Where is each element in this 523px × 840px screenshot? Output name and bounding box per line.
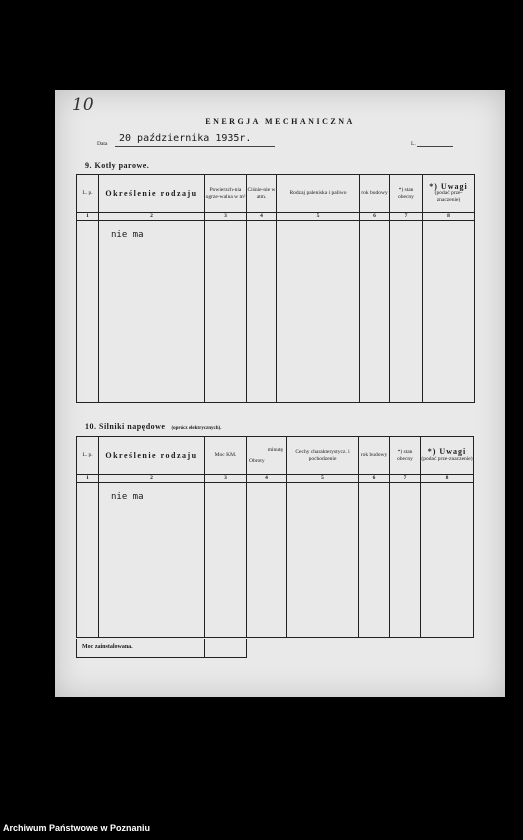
table-row [77, 221, 475, 403]
col-moc: Moc KM. [205, 437, 247, 475]
table-number-row [77, 213, 475, 221]
num-cell: 6 [359, 475, 390, 483]
entry-text: nie ma [111, 492, 144, 502]
col-okreslenie: Określenie rodzaju [99, 175, 205, 213]
table-header-row [77, 175, 475, 213]
col-stan: *) stan obecny [390, 175, 423, 213]
num-cell: 1 [77, 475, 99, 483]
col-powierzchnia: Powierzch-nia ogrze-walna w m² [205, 175, 247, 213]
num-cell: 3 [205, 213, 247, 221]
num-cell: 8 [423, 213, 475, 221]
num-cell: 7 [390, 475, 421, 483]
num-cell: 7 [390, 213, 423, 221]
col-uwagi [423, 175, 475, 213]
document-page [55, 90, 505, 697]
num-cell: 5 [277, 213, 360, 221]
col-obroty [247, 437, 287, 475]
uwagi-label: *) Uwagi [427, 447, 467, 456]
section9-heading: 9. Kotły parowe. [85, 161, 150, 170]
installed-power-label: Moc zainstalowana. [82, 644, 133, 650]
num-cell: 6 [360, 213, 390, 221]
num-cell: 2 [99, 475, 205, 483]
col-stan: *) stan obecny [390, 437, 421, 475]
page-title: ENERGJA MECHANICZNA [205, 117, 355, 126]
col-cisnienie: Ciśnie-nie w atm. [247, 175, 277, 213]
l-label: L. [411, 141, 416, 147]
col-uwagi [421, 437, 474, 475]
table-header-row [77, 437, 474, 475]
uwagi-label: *) Uwagi [429, 181, 468, 191]
data-label: Data [97, 141, 108, 147]
page-number: 10 [72, 95, 94, 115]
boilers-table [76, 174, 475, 403]
section10-note: (oprócz elektrycznych). [171, 426, 222, 431]
num-cell: 3 [205, 475, 247, 483]
col-rok: rok budowy [360, 175, 390, 213]
uwagi-sub: (podać prze-znaczenie) [421, 455, 473, 462]
col-palenisko: Rodzaj paleniska i paliwo [277, 175, 360, 213]
uwagi-sub: (podać prze-znaczenie) [434, 190, 463, 203]
col-cechy: Cechy charakterystycz. i pochodzenie [287, 437, 359, 475]
table-number-row [77, 475, 474, 483]
installed-power-row [76, 639, 247, 658]
l-line [417, 146, 453, 147]
num-cell: 4 [247, 475, 287, 483]
col-okreslenie: Określenie rodzaju [99, 437, 205, 475]
num-cell: 5 [287, 475, 359, 483]
num-cell: 8 [421, 475, 474, 483]
num-cell: 1 [77, 213, 99, 221]
num-cell: 2 [99, 213, 205, 221]
table-row [77, 483, 474, 638]
engines-table [76, 436, 474, 638]
section10-title: 10. Silniki napędowe [85, 422, 166, 431]
section10-heading [85, 422, 221, 431]
entry-text: nie ma [111, 230, 144, 240]
col-lp: L. p. [77, 175, 99, 213]
col-lp: L. p. [77, 437, 99, 475]
obroty-label: Obroty [249, 457, 265, 464]
date-value: 20 października 1935r. [119, 133, 252, 144]
archive-caption: Archiwum Państwowe w Poznaniu [3, 823, 151, 833]
minute-label: minutę [267, 447, 283, 453]
col-rok: rok budowy [359, 437, 390, 475]
num-cell: 4 [247, 213, 277, 221]
date-line [115, 146, 275, 147]
